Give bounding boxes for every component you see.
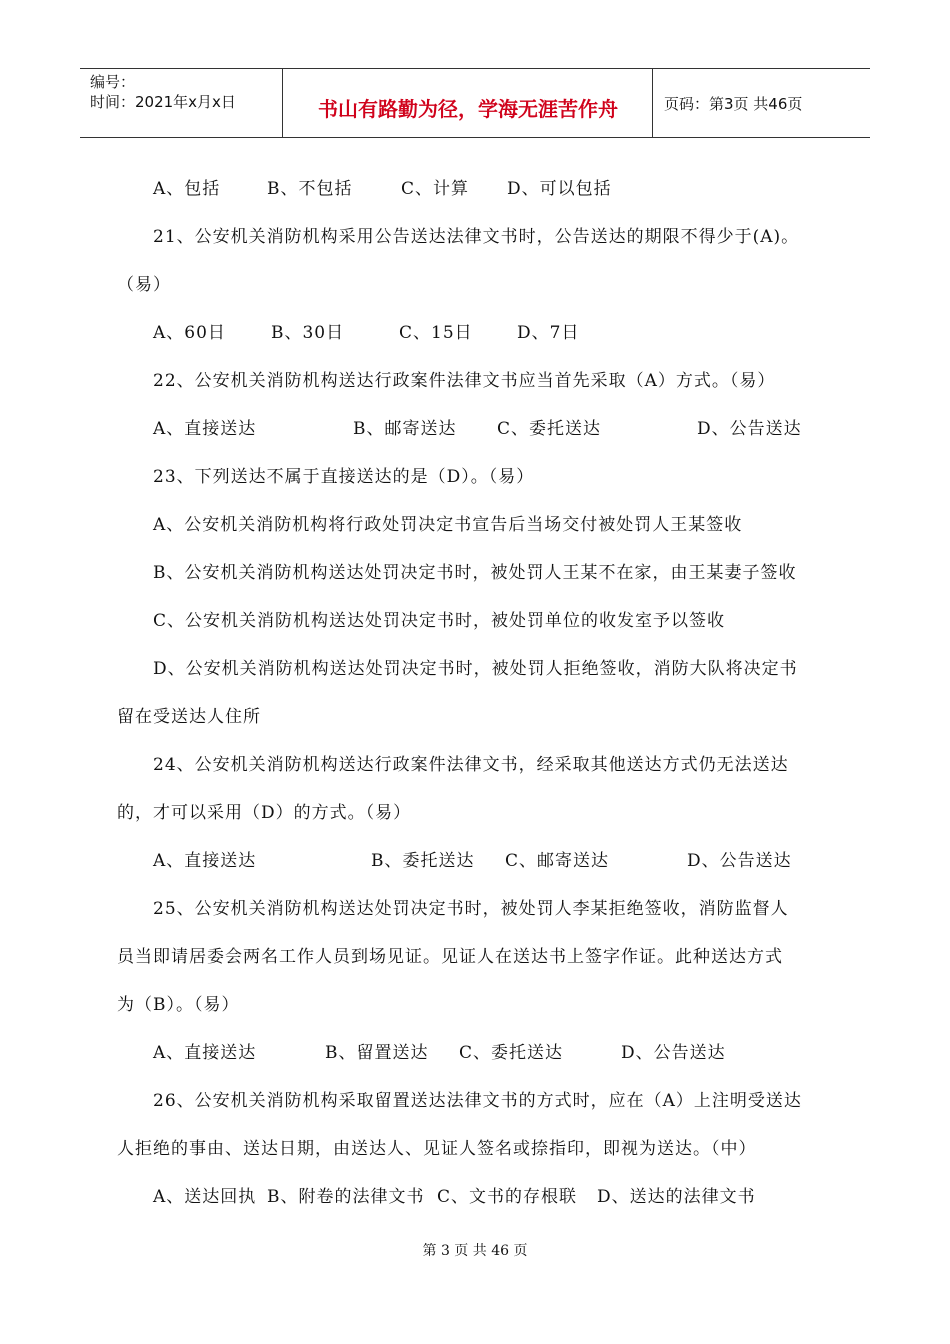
time-label: 时间：2021年x月x日	[90, 93, 236, 111]
q23-option-d: D、公安机关消防机构送达处罚决定书时，被处罚人拒绝签收，消防大队将决定书	[153, 659, 798, 679]
q25-text-cont2: 为（B）。（易）	[117, 995, 240, 1015]
header-meta-cell	[80, 69, 283, 137]
option: B、留置送达	[325, 1043, 429, 1063]
option: D、公告送达	[697, 419, 802, 439]
q24-text: 24、公安机关消防机构送达行政案件法律文书，经采取其他送达方式仍无法送达	[153, 755, 789, 775]
q26-text: 26、公安机关消防机构采取留置送达法律文书的方式时，应在（A）上注明受送达	[153, 1091, 802, 1111]
q24-options	[153, 837, 792, 885]
option: C、15日	[399, 323, 473, 343]
option: A、直接送达	[153, 419, 257, 439]
q23-option-a: A、公安机关消防机构将行政处罚决定书宣告后当场交付被处罚人王某签收	[153, 515, 743, 535]
option: C、委托送达	[459, 1043, 564, 1063]
q24-text-cont: 的，才可以采用（D）的方式。（易）	[117, 803, 412, 823]
q25-options	[153, 1029, 726, 1077]
q21-text-cont: （易）	[117, 275, 171, 295]
option: C、委托送达	[497, 419, 602, 439]
q20-options	[153, 165, 612, 213]
option: B、委托送达	[371, 851, 475, 871]
q23-option-c: C、公安机关消防机构送达处罚决定书时，被处罚单位的收发室予以签收	[153, 611, 726, 631]
header-page-cell	[654, 69, 870, 137]
q22-text: 22、公安机关消防机构送达行政案件法律文书应当首先采取（A）方式。（易）	[153, 371, 776, 391]
option: B、不包括	[267, 179, 353, 199]
header-page-info: 页码：第3页 共46页	[664, 95, 803, 113]
document-header	[80, 68, 870, 138]
option: B、30日	[271, 323, 345, 343]
q23-option-d-cont: 留在受送达人住所	[117, 707, 261, 727]
option: C、文书的存根联	[437, 1187, 578, 1207]
option: A、直接送达	[153, 1043, 257, 1063]
q25-text-cont: 员当即请居委会两名工作人员到场见证。见证人在送达书上签字作证。此种送达方式	[117, 947, 783, 967]
option: C、邮寄送达	[505, 851, 610, 871]
header-motto-cell	[284, 69, 653, 137]
option: D、7日	[517, 323, 580, 343]
q26-text-cont: 人拒绝的事由、送达日期，由送达人、见证人签名或捺指印，即视为送达。（中）	[117, 1139, 757, 1159]
q21-text: 21、公安机关消防机构采用公告送达法律文书时，公告送达的期限不得少于(A)。	[153, 227, 800, 247]
option: D、可以包括	[507, 179, 612, 199]
option: D、公告送达	[687, 851, 792, 871]
header-motto: 书山有路勤为径，学海无涯苦作舟	[318, 97, 618, 121]
option: C、计算	[401, 179, 470, 199]
q23-option-b: B、公安机关消防机构送达处罚决定书时，被处罚人王某不在家，由王某妻子签收	[153, 563, 797, 583]
q21-options	[153, 309, 579, 357]
option: A、直接送达	[153, 851, 257, 871]
number-label: 编号：	[90, 73, 136, 91]
option: D、送达的法律文书	[597, 1187, 756, 1207]
q22-options	[153, 405, 802, 453]
option: A、60日	[153, 323, 226, 343]
page-footer: 第 3 页 共 46 页	[422, 1243, 528, 1259]
option: B、邮寄送达	[353, 419, 457, 439]
q23-text: 23、下列送达不属于直接送达的是（D）。（易）	[153, 467, 535, 487]
option: A、送达回执	[153, 1187, 257, 1207]
q26-options	[153, 1173, 756, 1221]
option: A、包括	[153, 179, 221, 199]
option: B、附卷的法律文书	[267, 1187, 425, 1207]
option: D、公告送达	[621, 1043, 726, 1063]
q25-text: 25、公安机关消防机构送达处罚决定书时，被处罚人李某拒绝签收，消防监督人	[153, 899, 789, 919]
